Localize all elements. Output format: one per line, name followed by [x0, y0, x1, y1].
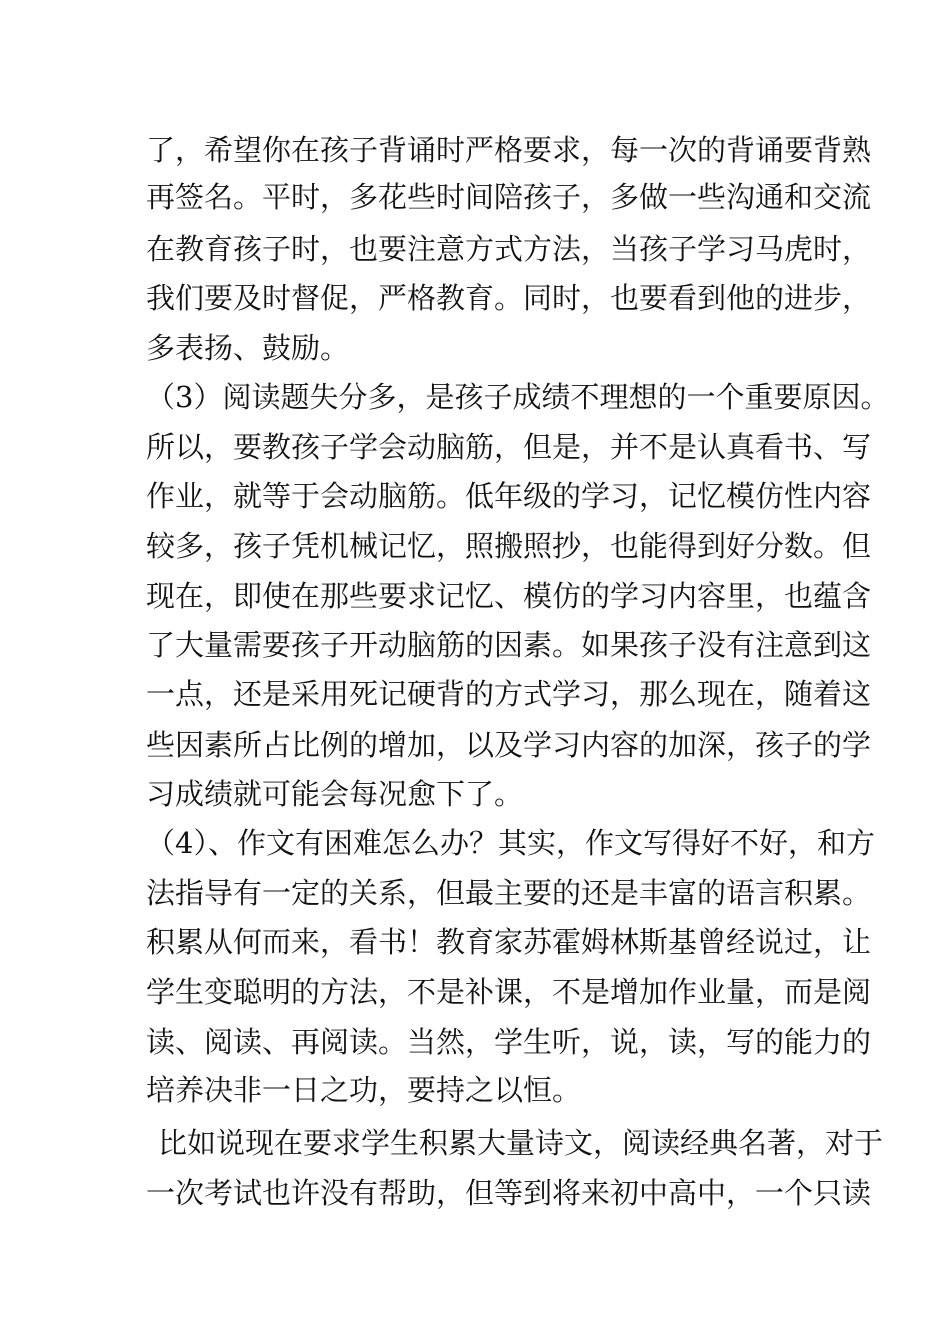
text-line: 多表扬、鼓励。 [146, 331, 350, 365]
text-line: 一点，还是采用死记硬背的方式学习，那么现在，随着这 [146, 677, 872, 711]
text-line: （4）、作文有困难怎么办？其实，作文写得好不好，和方 [146, 826, 875, 860]
text-line: 习成绩就可能会每况愈下了。 [146, 777, 524, 811]
text-line: 再签名。平时，多花些时间陪孩子，多做一些沟通和交流 [146, 180, 872, 214]
text-line: 法指导有一定的关系，但最主要的还是丰富的语言积累。 [146, 876, 872, 910]
text-line: （3）阅读题失分多，是孩子成绩不理想的一个重要原因。 [146, 380, 890, 414]
text-line: 积累从何而来，看书！教育家苏霍姆林斯基曾经说过，让 [146, 925, 872, 959]
text-line: 在教育孩子时，也要注意方式方法，当孩子学习马虎时， [146, 232, 872, 266]
text-line: 所以，要教孩子学会动脑筋，但是，并不是认真看书、写 [146, 430, 872, 464]
text-line: 作业，就等于会动脑筋。低年级的学习，记忆模仿性内容 [146, 479, 872, 513]
text-line: 我们要及时督促，严格教育。同时，也要看到他的进步， [146, 281, 872, 315]
text-line: 学生变聪明的方法，不是补课，不是增加作业量，而是阅 [146, 975, 872, 1009]
text-line: 比如说现在要求学生积累大量诗文，阅读经典名著，对于 [158, 1126, 884, 1160]
text-line: 一次考试也许没有帮助，但等到将来初中高中，一个只读 [146, 1176, 872, 1210]
text-line: 些因素所占比例的增加，以及学习内容的加深，孩子的学 [146, 728, 872, 762]
text-line: 了，希望你在孩子背诵时严格要求，每一次的背诵要背熟 [146, 133, 872, 167]
text-line: 现在，即使在那些要求记忆、模仿的学习内容里，也蕴含 [146, 579, 872, 613]
text-line: 了大量需要孩子开动脑筋的因素。如果孩子没有注意到这 [146, 628, 872, 662]
text-line: 读、阅读、再阅读。当然，学生听，说，读，写的能力的 [146, 1025, 872, 1059]
text-line: 培养决非一日之功，要持之以恒。 [146, 1073, 582, 1107]
text-line: 较多，孩子凭机械记忆，照搬照抄，也能得到好分数。但 [146, 529, 872, 563]
